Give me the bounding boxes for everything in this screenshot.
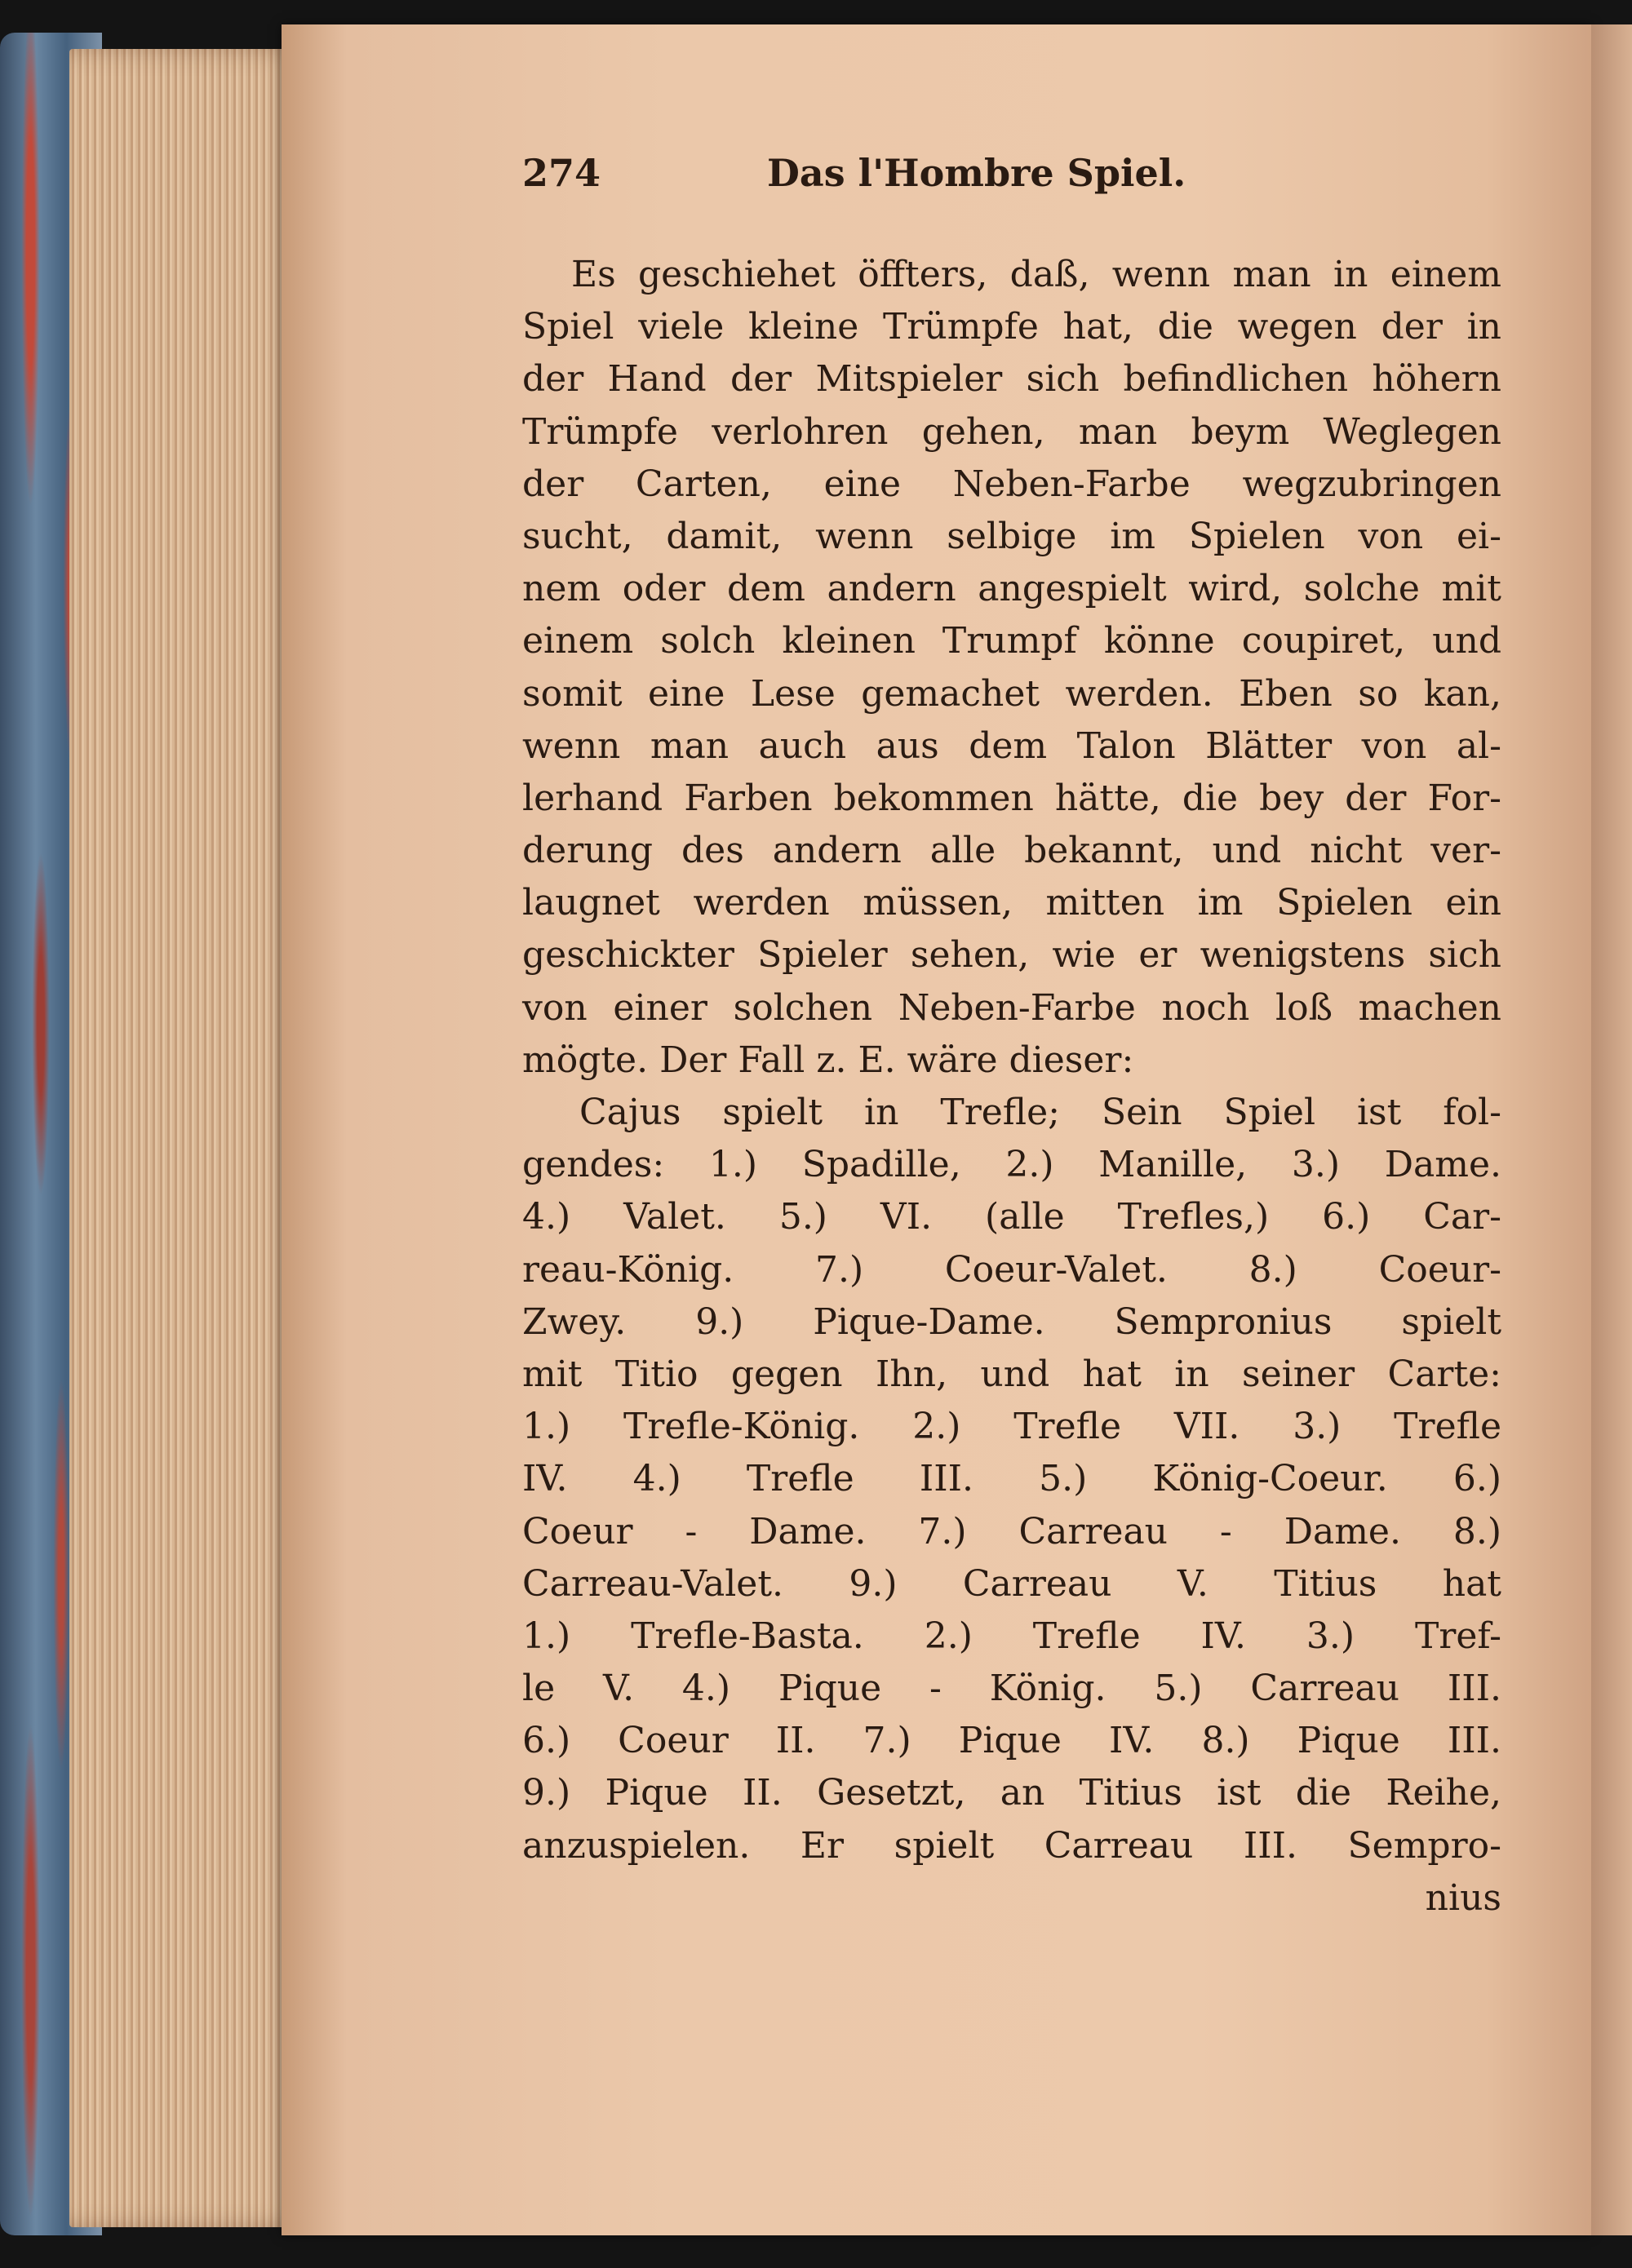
facing-page-edge	[1591, 24, 1632, 2235]
text-line: le V. 4.) Pique - König. 5.) Carreau III.	[522, 1668, 1501, 1710]
text-line: nem oder dem andern angespielt wird, solche mit	[522, 568, 1501, 610]
text-line: reau-König. 7.) Coeur-Valet. 8.) Coeur-	[522, 1248, 1501, 1291]
text-line: Trümpfe verlohren gehen, man beym Weglegen	[522, 410, 1501, 453]
text-line: gendes: 1.) Spadille, 2.) Manille, 3.) Dame.	[522, 1144, 1501, 1186]
text-line: wenn man auch aus dem Talon Blätter von al-	[522, 724, 1501, 767]
text-line: sucht, damit, wenn selbige im Spielen von ei-	[522, 515, 1501, 557]
text-line: Carreau-Valet. 9.) Carreau V. Titius hat	[522, 1562, 1501, 1605]
text-line: 4.) Valet. 5.) VI. (alle Trefles,) 6.) Car-	[522, 1196, 1501, 1238]
text-line: 1.) Trefle-König. 2.) Trefle VII. 3.) Trefle	[522, 1406, 1501, 1448]
page-edges	[69, 49, 306, 2227]
text-line: lerhand Farben bekommen hätte, die bey der For-	[522, 777, 1501, 819]
text-line: einem solch kleinen Trumpf könne coupiret, und	[522, 620, 1501, 662]
page-number: 274	[522, 151, 601, 195]
body-text	[522, 249, 1501, 1925]
text-line: IV. 4.) Trefle III. 5.) König-Coeur. 6.)	[522, 1458, 1501, 1500]
text-line: von einer solchen Neben-Farbe noch loß machen	[522, 986, 1501, 1029]
text-line: derung des andern alle bekannt, und nicht ver-	[522, 830, 1501, 872]
text-line: mögte. Der Fall z. E. wäre dieser:	[522, 1039, 1134, 1081]
running-head: Das l'Hombre Spiel.	[767, 151, 1186, 195]
text-line: Zwey. 9.) Pique-Dame. Sempronius spielt	[522, 1300, 1501, 1343]
text-line: anzuspielen. Er spielt Carreau III. Sempro-	[522, 1824, 1501, 1867]
catchword: nius	[1425, 1876, 1501, 1919]
text-line: 9.) Pique II. Gesetzt, an Titius ist die Reihe,	[522, 1772, 1501, 1814]
text-line: mit Titio gegen Ihn, und hat in seiner Carte:	[522, 1353, 1501, 1395]
text-line: geschickter Spieler sehen, wie er wenigstens sich	[522, 934, 1501, 977]
text-block	[522, 151, 1501, 1925]
text-line: somit eine Lese gemachet werden. Eben so kan,	[522, 672, 1501, 715]
text-line: Coeur - Dame. 7.) Carreau - Dame. 8.)	[522, 1510, 1501, 1553]
text-line: 1.) Trefle-Basta. 2.) Trefle IV. 3.) Tref-	[522, 1615, 1501, 1657]
text-line: Es geschiehet öffters, daß, wenn man in einem	[571, 254, 1501, 295]
text-line: der Carten, eine Neben-Farbe wegzubringen	[522, 463, 1501, 505]
text-line: Cajus spielt in Trefle; Sein Spiel ist fol-	[579, 1092, 1501, 1133]
text-line: laugnet werden müssen, mitten im Spielen ein	[522, 882, 1501, 924]
page-header	[522, 151, 1501, 208]
text-line: 6.) Coeur II. 7.) Pique IV. 8.) Pique III.	[522, 1720, 1501, 1762]
text-line: Spiel viele kleine Trümpfe hat, die wegen der in	[522, 306, 1501, 348]
text-line: der Hand der Mitspieler sich befindlichen höhern	[522, 358, 1501, 401]
